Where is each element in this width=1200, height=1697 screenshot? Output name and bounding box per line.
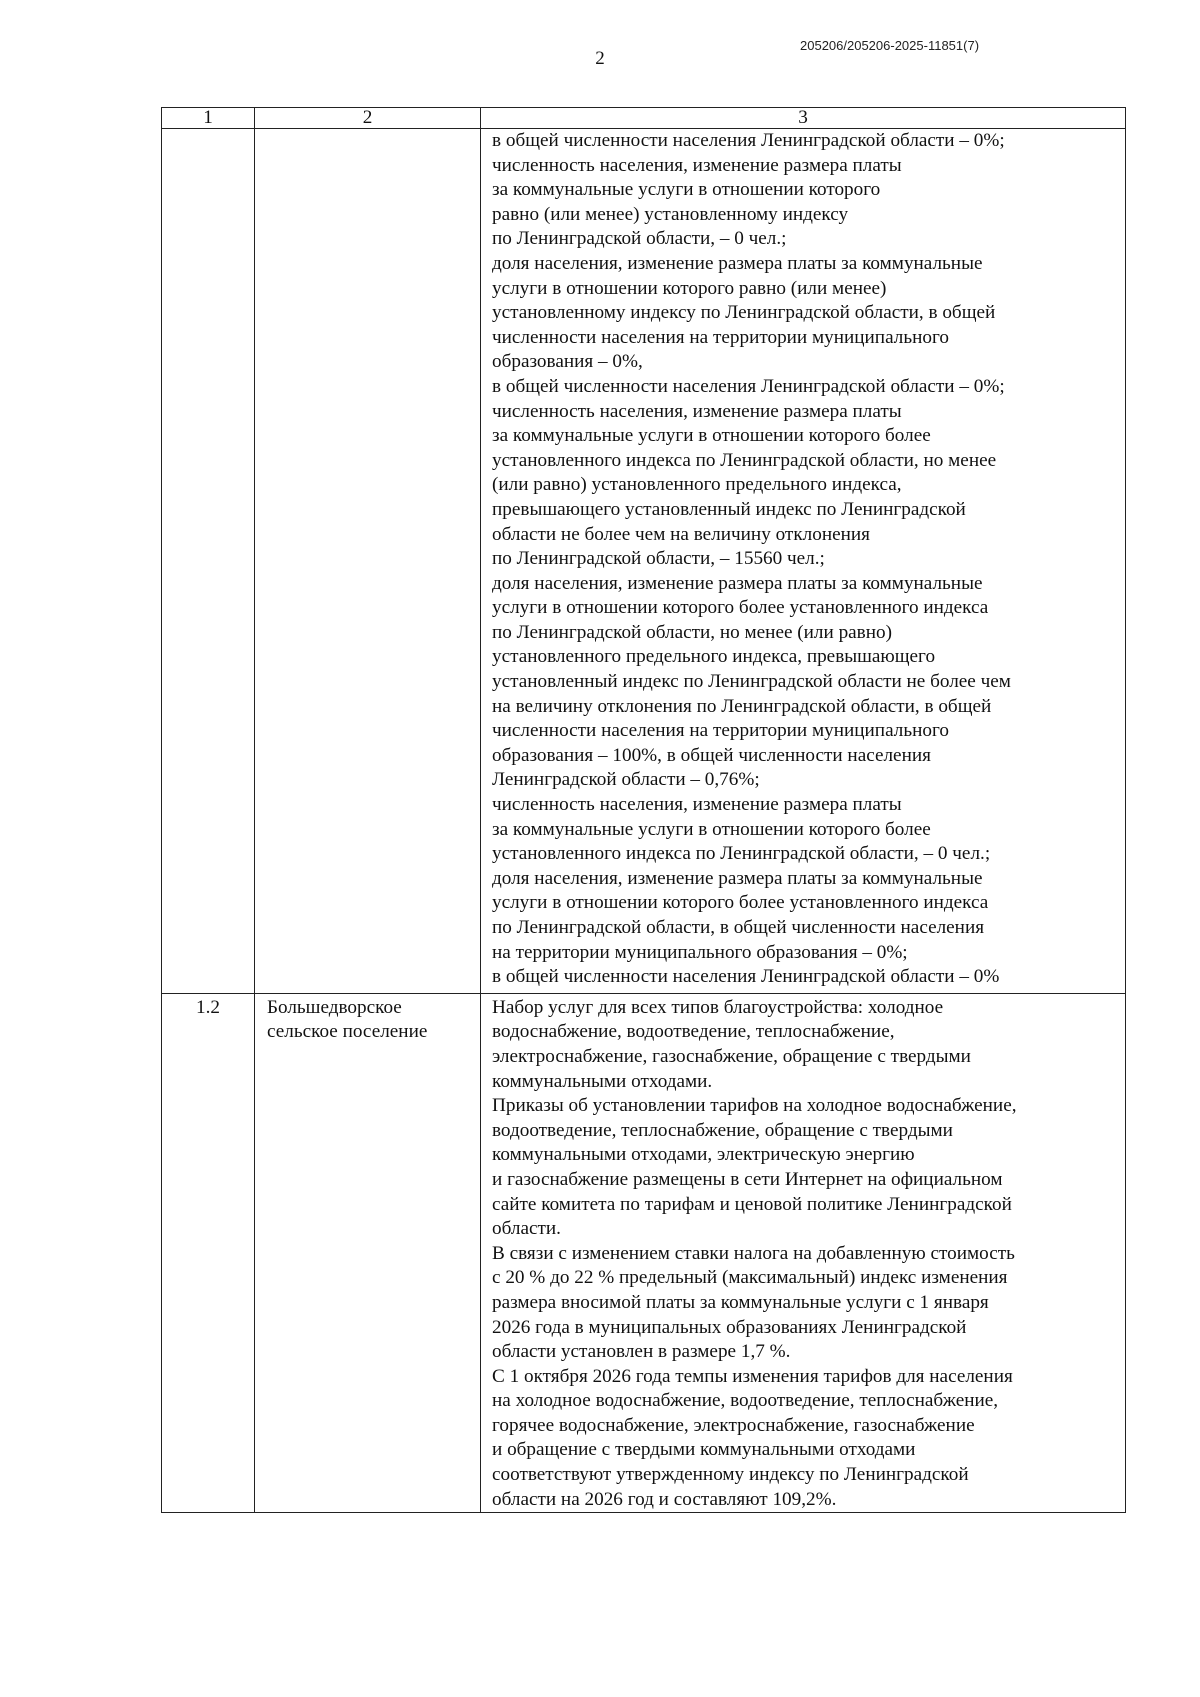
text-line: образования – 100%, в общей численности населения xyxy=(492,744,931,766)
text-line: установленный индекс по Ленинградской области не более чем xyxy=(492,671,1011,693)
text-line: водоснабжение, водоотведение, теплоснабжение, xyxy=(492,1021,895,1043)
text-line: на холодное водоснабжение, водоотведение, теплоснабжение, xyxy=(492,1390,999,1412)
text-line: по Ленинградской области, в общей численности населения xyxy=(492,917,985,938)
text-line: установленного индекса по Ленинградской области, но менее xyxy=(492,449,997,471)
table-row xyxy=(162,993,1126,1512)
text-line: и газоснабжение размещены в сети Интернет на официальном xyxy=(492,1168,1003,1190)
text-line: численности населения на территории муниципального xyxy=(492,326,949,348)
text-line: услуги в отношении которого более установленного индекса xyxy=(492,892,989,914)
text-line: соответствуют утвержденному индексу по Ленинградской xyxy=(492,1464,969,1486)
text-line: численность населения, изменение размера платы xyxy=(492,154,902,176)
text-line: в общей численности населения Ленинградской области – 0%; xyxy=(492,130,1005,151)
column-header: 2 xyxy=(255,108,481,129)
text-line: численность населения, изменение размера платы xyxy=(492,400,902,422)
text-line: установленного предельного индекса, превышающего xyxy=(492,646,936,668)
text-line: численность населения, изменение размера платы xyxy=(492,794,902,816)
text-line: горячее водоснабжение, электроснабжение, газоснабжение xyxy=(492,1414,975,1436)
column-header: 1 xyxy=(162,108,255,129)
text-line: равно (или менее) установленному индексу xyxy=(492,203,849,225)
text-line: электроснабжение, газоснабжение, обращение с твердыми xyxy=(492,1045,971,1067)
text-line: за коммунальные услуги в отношении которого xyxy=(492,179,881,201)
table-row xyxy=(162,129,1126,994)
document-registration-number: 205206/205206-2025-11851(7) xyxy=(800,38,980,53)
text-line: области. xyxy=(492,1218,561,1240)
text-line: Приказы об установлении тарифов на холодное водоснабжение, xyxy=(492,1095,1017,1117)
text-line: на величину отклонения по Ленинградской области, в общей xyxy=(492,695,992,717)
text-line: водоотведение, теплоснабжение, обращение с твердыми xyxy=(492,1119,953,1141)
text-line: за коммунальные услуги в отношении которого более xyxy=(492,818,931,840)
data-table xyxy=(161,107,1126,1513)
text-line: и обращение с твердыми коммунальными отходами xyxy=(492,1439,916,1461)
table-header-row xyxy=(162,108,1126,129)
text-line: по Ленинградской области, но менее (или равно) xyxy=(492,621,892,643)
text-line: доля населения, изменение размера платы за коммунальные xyxy=(492,867,983,889)
text-line: области установлен в размере 1,7 %. xyxy=(492,1341,791,1363)
name-line: Большедворское xyxy=(267,996,402,1018)
text-line: с 20 % до 22 % предельный (максимальный) индекс изменения xyxy=(492,1267,1008,1289)
text-line: области не более чем на величину отклонения xyxy=(492,523,870,545)
text-line: услуги в отношении которого равно (или менее) xyxy=(492,277,887,299)
municipality-name xyxy=(255,129,481,994)
text-line: коммунальными отходами, электрическую энергию xyxy=(492,1144,915,1166)
text-line: установленному индексу по Ленинградской области, в общей xyxy=(492,302,996,324)
row-description xyxy=(481,129,1126,994)
text-line: численности населения на территории муниципального xyxy=(492,720,949,742)
column-header: 3 xyxy=(481,108,1126,129)
text-line: области на 2026 год и составляют 109,2%. xyxy=(492,1488,837,1510)
row-number xyxy=(162,129,255,994)
text-line: по Ленинградской области, – 15560 чел.; xyxy=(492,548,825,570)
text-line: С 1 октября 2026 года темпы изменения тарифов для населения xyxy=(492,1365,1013,1387)
municipality-name xyxy=(255,993,481,1512)
name-line: сельское поселение xyxy=(267,1021,428,1043)
data-table-container xyxy=(161,107,1125,1513)
text-line: размера вносимой платы за коммунальные услуги с 1 января xyxy=(492,1291,989,1313)
row-number: 1.2 xyxy=(162,993,255,1512)
text-line: 2026 года в муниципальных образованиях Ленинградской xyxy=(492,1316,967,1338)
text-line: Ленинградской области – 0,76%; xyxy=(492,769,760,791)
text-line: установленного индекса по Ленинградской области, – 0 чел.; xyxy=(492,843,991,865)
text-line: сайте комитета по тарифам и ценовой политике Ленинградской xyxy=(492,1193,1012,1215)
text-line: по Ленинградской области, – 0 чел.; xyxy=(492,228,787,250)
text-line: доля населения, изменение размера платы за коммунальные xyxy=(492,572,983,594)
text-line: за коммунальные услуги в отношении которого более xyxy=(492,425,931,447)
text-line: на территории муниципального образования – 0%; xyxy=(492,941,908,963)
text-line: превышающего установленный индекс по Ленинградской xyxy=(492,498,966,520)
page-number: 2 xyxy=(595,48,605,69)
row-description xyxy=(481,993,1126,1512)
text-line: доля населения, изменение размера платы за коммунальные xyxy=(492,252,983,274)
text-line: образования – 0%, xyxy=(492,351,643,373)
text-line: коммунальными отходами. xyxy=(492,1070,713,1092)
text-line: в общей численности населения Ленинградской области – 0%; xyxy=(492,375,1005,397)
text-line: Набор услуг для всех типов благоустройства: холодное xyxy=(492,996,944,1018)
text-line: в общей численности населения Ленинградской области – 0% xyxy=(492,966,1000,988)
text-line: (или равно) установленного предельного индекса, xyxy=(492,474,902,496)
text-line: В связи с изменением ставки налога на добавленную стоимость xyxy=(492,1242,1015,1264)
text-line: услуги в отношении которого более установленного индекса xyxy=(492,597,989,619)
